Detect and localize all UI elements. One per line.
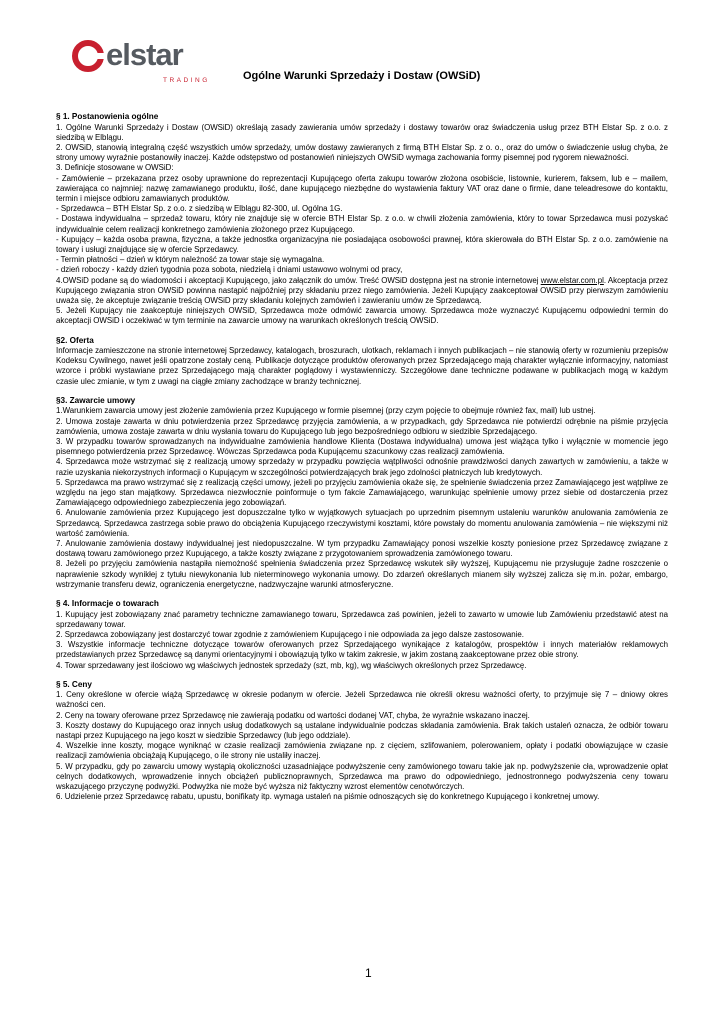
definition-item: - Sprzedawca – BTH Elstar Sp. z o.o. z siedzibą w Elblągu 82-300, ul. Ogólna 1G.	[56, 204, 343, 214]
paragraph: 6. Anulowanie zamówienia przez Kupującego jest dopuszczalne tylko w wyjątkowych sytuacjach po uprzednim pisemnym ustaleniu warunków anulowania zamówienia ze Sprzedawcą. Sprzedawca zastrzega sobie prawo do obciążenia Kupującego rzeczywistymi kosztami, które powstały do momentu anulowania zamówienia – nie większymi niż wartość zamówienia.	[56, 508, 668, 538]
page-number: 1	[365, 966, 372, 980]
section-heading: §2. Oferta	[56, 335, 94, 345]
paragraph: 3. Definicje stosowane w OWSiD:	[56, 163, 174, 173]
section-heading: §3. Zawarcie umowy	[56, 395, 136, 405]
paragraph: 3. W przypadku towarów sprowadzanych na indywidualne zamówienia handlowe Klienta (Dostawa indywidualna) umowa jest wiążąca tylko i wyłącznie w momencie jego pisemnego potwierdzenia przez Sprzedawcę. Wówczas Sprzedawca poda Kupującemu szacunkowy czas realizacji zamówienia.	[56, 436, 668, 457]
svg-text:TRADING: TRADING	[163, 77, 210, 84]
elstar-logo	[70, 38, 220, 86]
paragraph: 5. W przypadku, gdy po zawarciu umowy wystąpią okoliczności uzasadniające podwyższenie ceny zamówionego towaru takie jak np. podwyższenie cła, wprowadzenie opłat celnych dodatkowych, wprowadzenie innych obciążeń publicznoprawnych, Sprzedawca ma prawo do odpowiedniego, jednostronnego podwyższenia ceny towaru wskazującego przyczynę podwyżki. Podwyżka nie może być wyższa niż faktyczny wzrost elementów cenotwórczych.	[56, 761, 668, 792]
paragraph: 5. Sprzedawca ma prawo wstrzymać się z realizacją części umowy, jeżeli po przyjęciu zamówienia okaże się, że spełnienie świadczenia przez Zamawiającego jest wątpliwe ze względu na jego stan majątkowy. Sprzedawca niezwłocznie poinformuje o tym fakcie Zamawiającego, warunkując spełnienie umowy przez siebie od dostarczenia przez Zamawiającego odpowiedniego zabezpieczenia jego zobowiązań.	[56, 477, 668, 508]
paragraph: 1. Ceny określone w ofercie wiążą Sprzedawcę w okresie podanym w ofercie. Jeżeli Sprzedawca nie określi okresu ważności oferty, to przyjmuje się 7 – dniowy okres ważności cen.	[56, 690, 668, 710]
document-body	[56, 112, 668, 802]
paragraph: 4. Towar sprzedawany jest ilościowo wg właściwych jednostek sprzedaży (szt, mb, kg), wg właściwych określonych przez Sprzedawcę.	[56, 660, 527, 670]
paragraph: 4. Wszelkie inne koszty, mogące wyniknąć w czasie realizacji zamówienia związane np. z cięciem, szlifowaniem, polerowaniem, opłaty i podatki obowiązujące w czasie realizacji zamówienia obciążają Kupującego, o ile strony nie ustaliły inaczej.	[56, 741, 668, 761]
paragraph: 4.OWSiD podane są do wiadomości i akceptacji Kupującego, jako załącznik do umów. Treść OWSiD dostępna jest na stronie internetowej www.elstar.com.pl. Akceptacja przez Kupującego związania stron OWSiD powinna nastąpić najpóźniej przy składaniu przez niego zamówienia. Jeżeli Kupujący zaakceptował OWSiD przy pierwszym zamówieniu uważa się, że akceptuje związanie treścią OWSiD przy składaniu kolejnych zamówień i zawieraniu umów ze Sprzedawcą.	[56, 275, 668, 305]
paragraph: 5. Jeżeli Kupujący nie zaakceptuje niniejszych OWSiD, Sprzedawca może odmówić zawarcia umowy. Sprzedawca może wyznaczyć Kupującemu odpowiedni termin do akceptacji OWSiD i oczekiwać w tym terminie na zawarcie umowy na warunkach określonych treścią OWSiD.	[56, 306, 668, 326]
paragraph: 3. Wszystkie informacje techniczne dotyczące towarów oferowanych przez Sprzedającego wynikające z katalogów, prospektów i innych materiałów reklamowych przedstawianych przez Sprzedawcę są danymi orientacyjnymi i obowiązują tylko w takim zakresie, w jakim zostaną zaakceptowane przez obie strony.	[56, 640, 668, 660]
paragraph: 1. Ogólne Warunki Sprzedaży i Dostaw (OWSiD) określają zasady zawierania umów sprzedaży i dostawy towarów oraz świadczenia usług przez BTH Elstar Sp. z o.o. z siedzibą w Elblągu.	[56, 122, 668, 142]
section-heading: § 4. Informacje o towarach	[56, 599, 159, 609]
paragraph: 4. Sprzedawca może wstrzymać się z realizacją umowy sprzedaży w przypadku powzięcia wątpliwości odnośnie prawdziwości danych zawartych w zamówieniu, a także w razie uzyskania niekorzystnych informacji o Kupującym w szczególności potwierdzających brak jego zdolności płatniczych lub kredytowych.	[56, 457, 668, 477]
definition-item: - Zamówienie – przekazana przez osoby uprawnione do reprezentacji Kupującego oferta zakupu towarów złożona osobiście, listownie, kurierem, faksem, lub e – mailem, zawierająca co najmniej: nazwę zamawianego produktu, ilość, dane kupującego niezbędne do wystawienia faktury VAT oraz dane o firmie, dane teleadresowe do kontaktu, termin i miejsce odbioru zamawianych produktów.	[56, 173, 668, 203]
paragraph: 1. Kupujący jest zobowiązany znać parametry techniczne zamawianego towaru, Sprzedawca zaś powinien, jeżeli to zawarto w umowie lub Zamówieniu przedstawić atest na sprzedawany towar.	[56, 609, 668, 629]
paragraph: 6. Udzielenie przez Sprzedawcę rabatu, upustu, bonifikaty itp. wymaga ustaleń na piśmie odnoszących się do konkretnego Kupującego i konkretnej umowy.	[56, 792, 600, 802]
paragraph: 2. Sprzedawca zobowiązany jest dostarczyć towar zgodnie z zamówieniem Kupującego i nie odpowiada za jego dalsze zastosowanie.	[56, 629, 525, 639]
definition-item: - Termin płatności – dzień w którym należność za towar staje się wymagalna.	[56, 255, 325, 265]
definition-item: - Kupujący – każda osoba prawna, fizyczna, a także jednostka organizacyjna nie posiadająca osobowości prawnej, która skierowała do BTH Elstar Sp. z o.o. zamówienie na towary i usługi znajdujące się w ofercie Sprzedawcy.	[56, 234, 668, 254]
definition-item: - dzień roboczy - każdy dzień tygodnia poza sobota, niedzielą i dniami ustawowo wolnymi od pracy,	[56, 265, 403, 275]
paragraph: 3. Koszty dostawy do Kupującego oraz innych usług dodatkowych są ustalane indywidualnie podczas składania zamówienia. Brak takich ustaleń oznacza, że odbiór towaru nastąpi przez Kupującego na jego koszt w siedzibie Sprzedawcy (lub jego oddziale).	[56, 720, 668, 741]
document-title: Ogólne Warunki Sprzedaży i Dostaw (OWSiD)	[243, 70, 481, 82]
paragraph: 8. Jeżeli po przyjęciu zamówienia nastąpiła niemożność spełnienia świadczenia przez Sprzedawcę wskutek siły wyższej, Kupującemu nie przysługuje żadne roszczenie o naprawienie szkody wynikłej z tytułu niewykonania lub nieterminowego wykonania umowy. Do zdarzeń określanych mianem siły wyższej zalicza się m.in. pożar, embargo, wstrzymanie transferu dewiz, ograniczenia energetyczne, nadzwyczajne warunki atmosferyczne.	[56, 559, 668, 589]
section-heading: § 5. Ceny	[56, 679, 92, 689]
paragraph: 1.Warunkiem zawarcia umowy jest złożenie zamówienia przez Kupującego w formie pisemnej (przy czym pojęcie to obejmuje również fax, mail) lub ustnej.	[56, 406, 596, 416]
paragraph: 2. Ceny na towary oferowane przez Sprzedawcę nie zawierają podatku od wartości dodanej VAT, chyba, że wyraźnie wskazano inaczej.	[56, 710, 530, 720]
definition-item: - Dostawa indywidualna – sprzedaż towaru, który nie znajduje się w ofercie BTH Elstar Sp. z o.o. w chwili złożenia zamówienia, który to towar Sprzedawca musi pozyskać indywidualnie celem realizacji konkretnego zamówienia złożonego przez Kupującego.	[56, 214, 668, 234]
svg-text:elstar: elstar	[106, 38, 183, 72]
website-link[interactable]: www.elstar.com.pl	[540, 275, 604, 285]
paragraph: 2. OWSiD, stanowią integralną część wszystkich umów sprzedaży, umów dostawy zawieranych z firmą BTH Elstar Sp. z o. o., oraz do umów o świadczenie usług chyba, że strony umowy wyraźnie postanowiły inaczej. Każde odstępstwo od postanowień niniejszych OWSiD wymaga zachowania formy pisemnej pod rygorem nieważności.	[56, 142, 668, 163]
paragraph: 7. Anulowanie zamówienia dostawy indywidualnej jest niedopuszczalne. W tym przypadku Zamawiający ponosi wszelkie koszty poniesione przez Sprzedawcę związane z dostawą towaru zamówionego przez Kupującego, a także koszty związane z przygotowaniem sprowadzenia zamówionego towaru.	[56, 539, 668, 559]
section-heading: § 1. Postanowienia ogólne	[56, 112, 159, 121]
paragraph: 2. Umowa zostaje zawarta w dniu potwierdzenia przez Sprzedawcę przyjęcia zamówienia, a w przypadkach, gdy Sprzedawca nie potwierdzi odrębnie na piśmie przyjęcia zamówienia, umowa zostaje zawarta w dniu wysłania towaru do Kupującego lub jego bezpośredniego odbioru w siedzibie Sprzedającego.	[56, 416, 668, 436]
paragraph: Informacje zamieszczone na stronie internetowej Sprzedawcy, katalogach, broszurach, ulotkach, reklamach i innych publikacjach – nie stanowią oferty w rozumieniu przepisów Kodeksu Cywilnego, nawet jeśli opatrzone zostały ceną. Publikacje dotyczące produktów oferowanych przez Sprzedającego mają charakter wyłącznie informacyjny, natomiast wzorce i próbki wystawiane przez Sprzedającego mają charakter poglądowy i wystawienniczy. Szczegółowe dane techniczne podawane w publikacjach mogą w każdym czasie ulec zmianie, w tym z uwagi na ciągłe zmiany zachodzące w branży technicznej.	[56, 346, 668, 386]
